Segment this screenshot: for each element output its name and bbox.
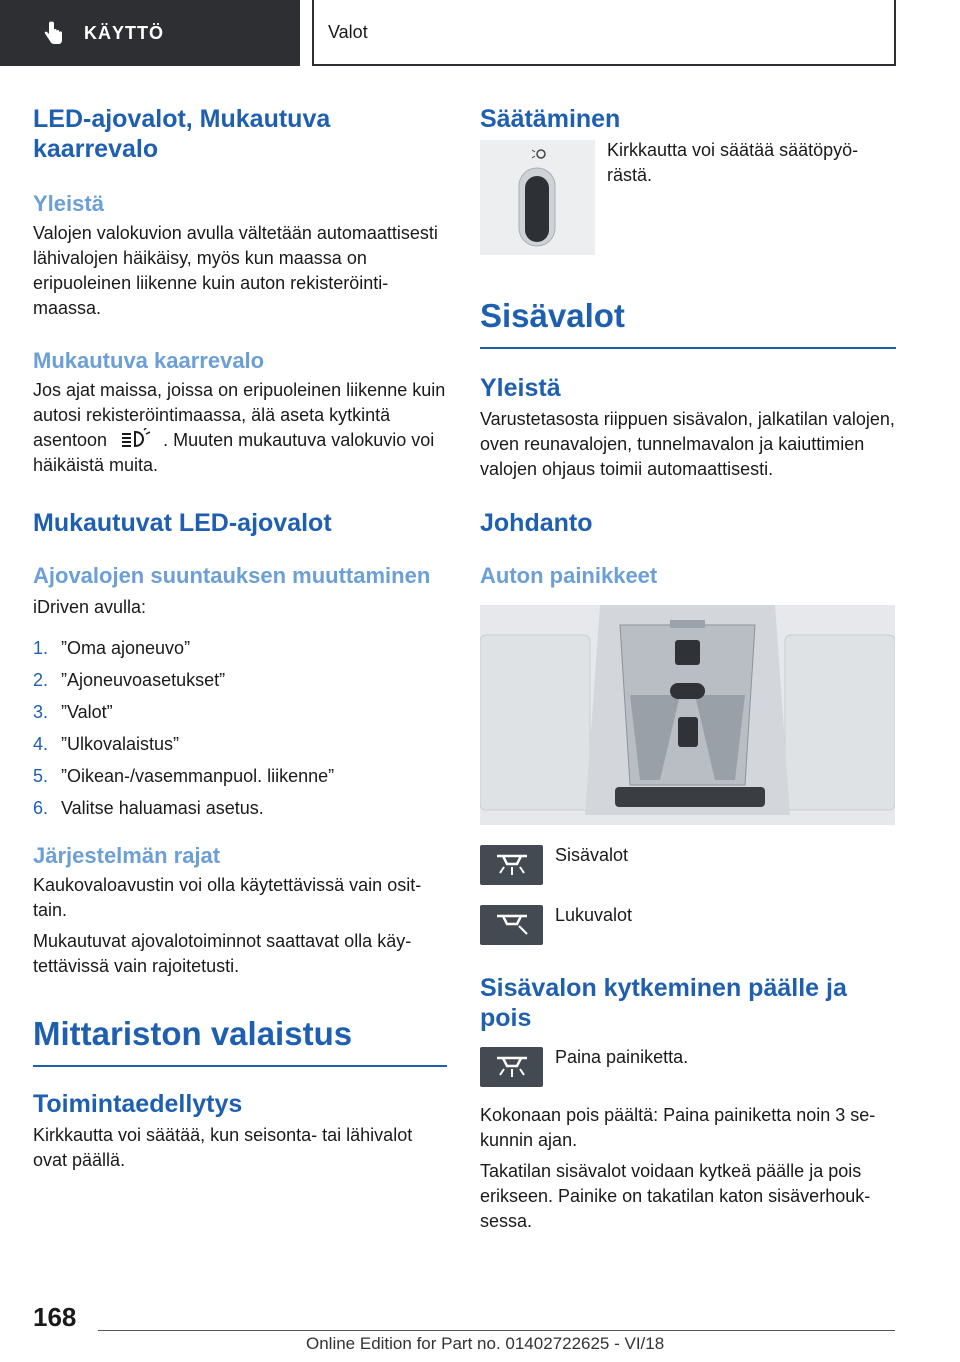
paragraph-rajat-1: Kaukovaloavustin voi olla käytettävissä vain osittain. xyxy=(33,875,422,920)
list-item: 2. ”Ajoneuvoasetukset” xyxy=(33,670,226,690)
heading-led-ajovalot: LED-ajovalot, Mukautuva kaarrevalo xyxy=(33,105,331,163)
list-item: 4. ”Ulkovalaistus” xyxy=(33,734,180,754)
interior-light-icon xyxy=(480,845,543,885)
paragraph-yleista-right: Varustetasosta riippuen sisävalon, jalkatilan valojen, oven reunavalojen, tunnelmavalon ja kaiuttimien valojen ohjaus toimii automaattisesti. xyxy=(480,409,895,479)
hand-pointer-icon xyxy=(40,20,66,46)
chapter-title: Valot xyxy=(328,21,368,42)
list-item: 5. ”Oikean-/vasemmanpuol. liikenne” xyxy=(33,766,335,786)
steps-list xyxy=(33,636,447,828)
paragraph-mukautuva-part1: Jos ajat maissa, joissa on eripuoleinen liikenne kuin autosi rekisteröintimaassa, älä aseta kytkintä asentoon xyxy=(33,380,446,450)
heading-suuntaus: Ajovalojen suuntauksen muuttaminen xyxy=(33,563,431,588)
right-column xyxy=(480,100,896,1234)
heading-saataminen: Säätäminen xyxy=(480,105,621,133)
interior-light-row xyxy=(480,845,896,885)
paragraph-yleista: Valojen valokuvion avulla vältetään automaattisesti lähivalojen häikäisy, myös kun maassa on eripuoleinen liikenne kuin auton rekisteröintimaassa. xyxy=(33,223,438,318)
heading-yleista: Yleistä xyxy=(33,191,104,216)
reading-light-icon xyxy=(480,905,543,945)
label-sisavalot: Sisävalot xyxy=(555,845,629,865)
section-label: KÄYTTÖ xyxy=(84,22,164,43)
page-number: 168 xyxy=(33,1302,77,1332)
toggle-light-row xyxy=(480,1047,896,1087)
interior-light-icon xyxy=(480,1047,543,1087)
list-item: 3. ”Valot” xyxy=(33,702,113,722)
paragraph-takatila: Takatilan sisävalot voidaan kytkeä päälle ja pois erikseen. Painike on takatilan katon sisäverhouksessa. xyxy=(480,1161,871,1231)
list-item: 1. ”Oma ajoneuvo” xyxy=(33,638,191,658)
paragraph-mukautuva xyxy=(33,378,447,478)
heading-kytkeminen: Sisävalon kytkeminen päälle ja pois xyxy=(480,974,847,1032)
label-lukuvalot: Lukuvalot xyxy=(555,905,633,925)
auto-headlight-icon xyxy=(118,428,152,450)
brightness-wheel-image xyxy=(480,140,595,255)
heading-toimintaedellytys: Toimintaedellytys xyxy=(33,1090,243,1118)
brightness-wheel-row xyxy=(480,140,896,255)
heading-auton-painikkeet: Auton painikkeet xyxy=(480,563,658,588)
section-tab xyxy=(0,0,300,66)
footer-edition: Online Edition for Part no. 01402722625 - VI/18 xyxy=(306,1334,665,1353)
heading-johdanto: Johdanto xyxy=(480,509,593,537)
heading-yleista-right: Yleistä xyxy=(480,374,561,402)
paragraph-mukautuva-part2: . Muuten mukautuva valokuvio voi häikäistä muita. xyxy=(33,430,435,475)
heading-mukautuvat-led: Mukautuvat LED-ajovalot xyxy=(33,509,332,537)
paragraph-idrive: iDriven avulla: xyxy=(33,597,147,617)
reading-light-row xyxy=(480,905,896,945)
heading-mittariston-valaistus: Mittariston valaistus xyxy=(33,1013,447,1067)
paragraph-rajat-2: Mukautuvat ajovalotoiminnot saattavat olla käytettävissä vain rajoitetusti. xyxy=(33,931,412,976)
paragraph-toiminta: Kirkkautta voi säätää, kun seisonta- tai lähivalot ovat päällä. xyxy=(33,1125,413,1170)
footer-divider xyxy=(98,1330,895,1331)
paragraph-paina: Paina painiketta. xyxy=(555,1047,689,1067)
heading-jarjestelman-rajat: Järjestelmän rajat xyxy=(33,843,221,868)
paragraph-kokonaan: Kokonaan pois päältä: Paina painiketta noin 3 sekunnin ajan. xyxy=(480,1105,876,1150)
left-column xyxy=(33,100,447,1173)
heading-sisavalot: Sisävalot xyxy=(480,295,896,349)
list-item: 6. Valitse haluamasi asetus. xyxy=(33,798,264,818)
roof-console-image xyxy=(480,605,895,825)
paragraph-saato: Kirkkautta voi säätää säätöpyörästä. xyxy=(607,140,859,185)
thumbwheel-icon xyxy=(480,140,595,255)
chapter-header xyxy=(312,0,896,66)
heading-mukautuva-kaarrevalo: Mukautuva kaarrevalo xyxy=(33,348,265,373)
